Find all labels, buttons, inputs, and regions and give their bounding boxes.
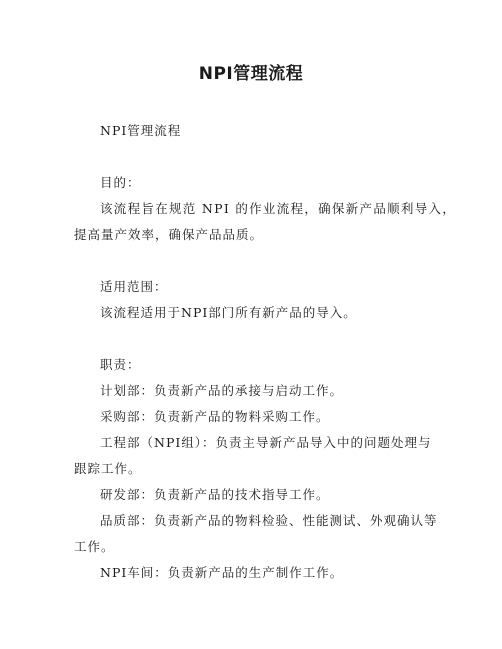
duty-planning: 计划部：负责新产品的承接与启动工作。 xyxy=(100,383,344,398)
purpose-heading: 目的： xyxy=(100,175,141,190)
duty-workshop: NPI车间：负责新产品的生产制作工作。 xyxy=(100,565,344,580)
duty-purchasing: 采购部：负责新产品的物料采购工作。 xyxy=(100,409,330,424)
duties-heading: 职责： xyxy=(100,357,141,372)
duty-quality-line-2: 工作。 xyxy=(74,539,115,554)
document-subtitle: NPI管理流程 xyxy=(100,123,182,138)
duty-quality-line-1: 品质部：负责新产品的物料检验、性能测试、外观确认等 xyxy=(100,513,438,528)
scope-text: 该流程适用于NPI部门所有新产品的导入。 xyxy=(100,305,357,320)
document-title: NPI管理流程 xyxy=(198,64,304,84)
scope-heading: 适用范围： xyxy=(100,279,168,294)
duty-engineering-line-2: 跟踪工作。 xyxy=(74,461,142,476)
duty-rd: 研发部：负责新产品的技术指导工作。 xyxy=(100,487,330,502)
purpose-text-line-1: 该流程旨在规范 NPI 的作业流程，确保新产品顺利导入， xyxy=(100,201,457,216)
duty-engineering-line-1: 工程部（NPI组）：负责主导新产品导入中的问题处理与 xyxy=(100,435,432,450)
purpose-text-line-2: 提高量产效率，确保产品品质。 xyxy=(74,227,264,242)
